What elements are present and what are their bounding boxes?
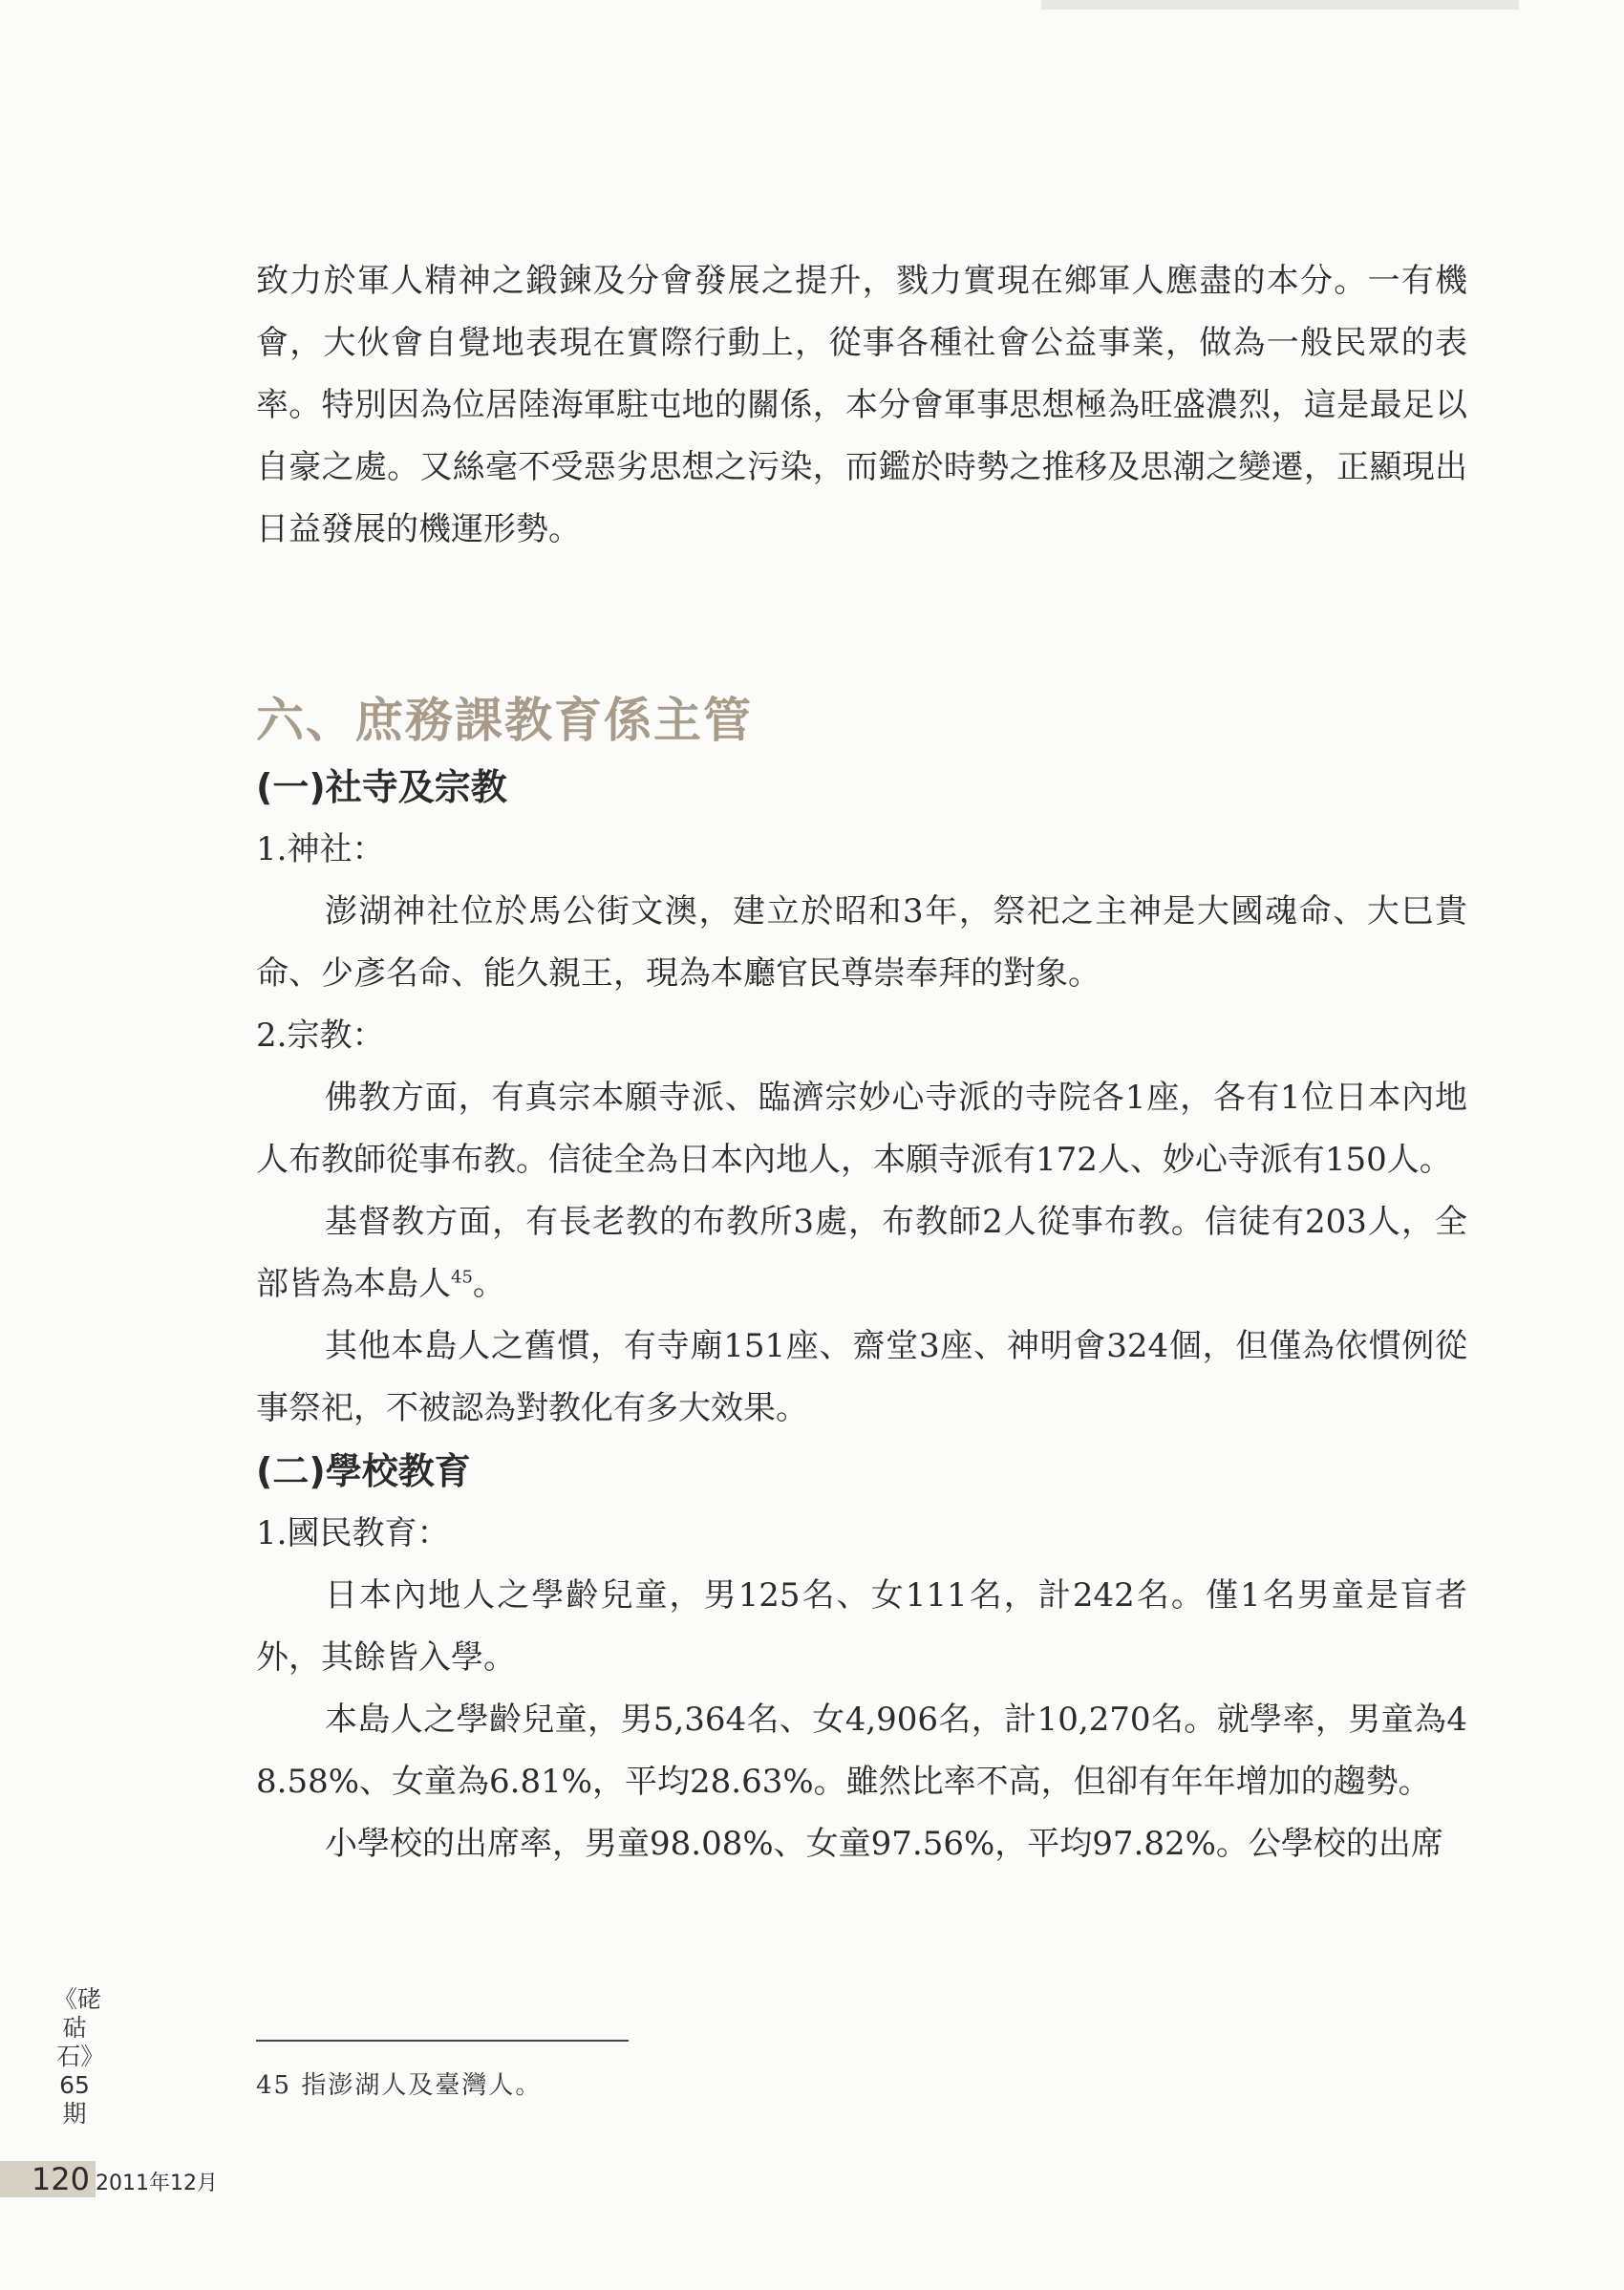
- folk-religion-paragraph: 其他本島人之舊慣，有寺廟151座、齋堂3座、神明會324個，但僅為依慣例從事祭祀，不被認為對教化有多大效果。: [256, 1327, 1467, 1427]
- article-body: [256, 250, 1467, 1875]
- christianity-paragraph: [256, 1191, 1467, 1316]
- item-religion-label: 2.宗教：: [256, 1017, 385, 1055]
- shrine-paragraph: 澎湖神社位於馬公街文澳，建立於昭和3年，祭祀之主神是大國魂命、大巳貴命、少彥名命、能久親王，現為本廳官民尊崇奉拜的對象。: [256, 892, 1467, 993]
- native-children-paragraph: 本島人之學齡兒童，男5,364名、女4,906名，計10,270名。就學率，男童為48.58%、女童為6.81%，平均28.63%。雖然比率不高，但卻有年年增加的趨勢。: [256, 1701, 1467, 1801]
- subsection-heading-temples: (一)社寺及宗教: [256, 766, 507, 808]
- attendance-paragraph: 小學校的出席率，男童98.08%、女童97.56%，平均97.82%。公學校的出席: [325, 1825, 1443, 1863]
- japanese-children-paragraph: 日本內地人之學齡兒童，男125名、女111名，計242名。僅1名男童是盲者外，其餘皆入學。: [256, 1576, 1467, 1677]
- footnote-reference: 45: [451, 1267, 473, 1288]
- top-scan-strip: [1041, 0, 1519, 10]
- buddhism-paragraph: 佛教方面，有真宗本願寺派、臨濟宗妙心寺派的寺院各1座，各有1位日本內地人布教師從事布教。信徒全為日本內地人，本願寺派有172人、妙心寺派有150人。: [256, 1079, 1467, 1179]
- page-number: 120: [0, 2161, 96, 2197]
- footnote-divider: [256, 2040, 629, 2042]
- issue-date: 2011年12月: [96, 2172, 218, 2195]
- section-heading: 六、庶務課教育係主管: [256, 693, 753, 748]
- journal-title: 《硓𥑮石》65期: [53, 1985, 102, 2128]
- christianity-end: 。: [472, 1265, 505, 1303]
- section-gap: [256, 561, 1467, 685]
- christianity-text: 基督教方面，有長老教的布教所3處，布教師2人從事布教。信徒有203人，全部皆為本島人: [256, 1203, 1467, 1303]
- intro-paragraph: 致力於軍人精神之鍛鍊及分會發展之提升，戮力實現在鄉軍人應盡的本分。一有機會，大伙會自覺地表現在實際行動上，從事各種社會公益事業，做為一般民眾的表率。特別因為位居陸海軍駐屯地的關係，本分會軍事思想極為旺盛濃烈，這是最足以自豪之處。又絲毫不受惡劣思想之污染，而鑑於時勢之推移及思潮之變遷，正顯現出日益發展的機運形勢。: [256, 262, 1467, 548]
- footnote-text: 45 指澎湖人及臺灣人。: [256, 2071, 543, 2100]
- item-national-education-label: 1.國民教育：: [256, 1514, 450, 1552]
- subsection-heading-schools: (二)學校教育: [256, 1450, 471, 1492]
- item-shrine-label: 1.神社：: [256, 830, 385, 868]
